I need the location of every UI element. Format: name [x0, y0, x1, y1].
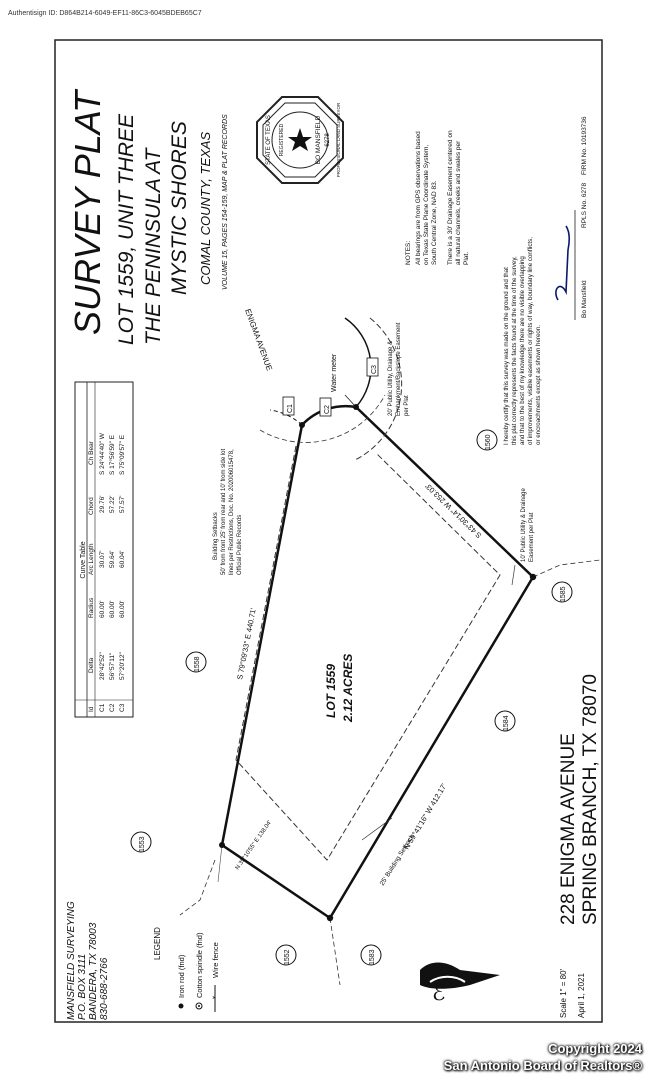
svg-text:ℰ: ℰ: [432, 980, 446, 1005]
legend: [153, 927, 220, 1012]
street-label: ENIGMA AVENUE: [243, 307, 274, 372]
table-cell: 60.00': [99, 600, 106, 618]
curve-header-chord: Chord: [88, 497, 95, 515]
table-cell: C1: [99, 703, 106, 712]
copyright-line-2: San Antonio Board of Realtors®: [443, 1058, 642, 1073]
table-cell: 30.07': [99, 550, 106, 568]
bearing-left: N 35°10'55" E 138.04': [234, 819, 274, 872]
date-label: April 1, 2021: [577, 973, 586, 1018]
property-address-line-1: 228 ENIGMA AVENUE: [558, 733, 579, 925]
table-cell: 57°20'12": [119, 652, 126, 680]
curve-table-title: Curve Table: [80, 541, 87, 579]
table-cell: S 17°56'59" E: [109, 434, 116, 475]
table-cell: C3: [119, 703, 126, 712]
curve-header-delta: Delta: [88, 657, 95, 673]
firm-number: FIRM No. 10193736: [581, 116, 588, 175]
legend-item-iron-rod: Iron rod (fnd): [177, 954, 186, 998]
utility-note-line: Easement per Plat: [529, 512, 535, 562]
table-cell: C2: [109, 703, 116, 712]
authentisign-id: Authentisign ID: D864B214-6049-EF11-86C3-6045BDEB65C7: [8, 10, 202, 17]
legend-item-fence: Wire fence: [211, 942, 220, 978]
curve-tag-c3: C3: [371, 365, 378, 374]
notes-line-4: There is a 30' Drainage Easement centered on: [447, 130, 454, 265]
legend-item-spindle: Cotton spindle (fnd): [195, 932, 204, 998]
lot-number: 1583: [369, 949, 376, 965]
bearing-bottom: N 59°41'16" W 412.17': [401, 781, 449, 852]
iron-rod-icon: [179, 1004, 184, 1009]
svg-text:×: ×: [212, 995, 217, 1002]
utility-note-line: Embankment/Backslope Easement: [396, 322, 402, 416]
company-phone: 830-688-2766: [99, 957, 110, 1020]
plat-subtitle-3: MYSTIC SHORES: [168, 121, 191, 295]
signature: [556, 226, 569, 300]
lot-acres: 2.12 ACRES: [341, 653, 355, 722]
company-city: BANDERA, TX 78003: [88, 922, 99, 1020]
signer-name: Bo Mansfield: [581, 280, 588, 318]
company-box: P.O. BOX 3111: [77, 953, 88, 1020]
table-cell: 29.76': [99, 495, 106, 513]
curve-header-arc: Arc Length: [88, 543, 95, 575]
utility-note-line: per Plat: [404, 395, 410, 416]
curve-header-bearing: Ch Bear: [88, 441, 95, 465]
copyright-line-1: Copyright 2024: [548, 1041, 642, 1056]
table-cell: 60.00': [109, 600, 116, 618]
property-address-line-2: SPRING BRANCH, TX 78070: [580, 674, 601, 925]
bearing-top: S 79°09'33" E 440.71': [235, 607, 258, 681]
notes-line-6: Plat.: [463, 251, 470, 265]
table-cell: 28°42'52": [99, 652, 106, 680]
cert-line-3: and that to the best of my knowledge there are no visible overlapping: [519, 256, 526, 445]
table-cell: 60.00': [119, 600, 126, 618]
volume-reference: VOLUME 15, PAGES 154-159, MAP & PLAT RECORDS: [222, 114, 229, 290]
lot-number: 1552: [284, 949, 291, 965]
seal-star-icon: [288, 128, 312, 151]
building-setback-label: 25' Building Setback: [378, 833, 416, 888]
bearing-right: S 43°30'14" W 253.03': [423, 481, 484, 541]
north-arrow-icon: [420, 963, 500, 1006]
notes-line-2: on Texas State Plane Coordinate System,: [423, 144, 430, 265]
curve-header-id: Id: [88, 706, 95, 712]
rpls-number: RPLS No. 6278: [581, 182, 588, 228]
lot-number: 1585: [560, 586, 567, 602]
certification-block: [503, 116, 588, 445]
curve-tag-c2: C2: [324, 405, 331, 414]
lot-label: LOT 1559: [324, 663, 338, 718]
utility-note-top: [388, 322, 410, 416]
curve-tag-c1: C1: [287, 404, 294, 413]
company-name: MANSFIELD SURVEYING: [66, 901, 77, 1020]
seal-registered: REGISTERED: [279, 123, 285, 157]
table-cell: S 75°09'57" E: [119, 434, 126, 475]
curve-table: [75, 382, 133, 717]
notes-block: [405, 130, 470, 265]
lot-number: 1560: [485, 434, 492, 450]
plat-subtitle-1: LOT 1559, UNIT THREE: [115, 113, 138, 345]
table-cell: S 24°44'40" W: [99, 433, 106, 475]
utility-note-line: 20' Public Utility, Drainage &: [388, 340, 394, 416]
legend-title: LEGEND: [153, 927, 162, 960]
utility-note-line: 10' Public Utility & Drainage: [521, 488, 527, 562]
notes-line-5: all natural channels, creeks and swales per: [455, 140, 462, 265]
utility-note-right: [512, 487, 535, 585]
plat-subtitle-2: THE PENINSULA AT: [142, 148, 165, 345]
setbacks-note: [213, 449, 243, 575]
seal-name: BO MANSFIELD: [315, 115, 322, 165]
copyright-watermark: [444, 1040, 642, 1074]
lot-number: 1558: [194, 656, 201, 672]
plat-title: SURVEY PLAT: [67, 90, 108, 335]
seal-number: 6278: [325, 133, 331, 147]
table-cell: 59.64': [109, 550, 116, 568]
table-cell: 57.22': [109, 495, 116, 513]
setbacks-note-line: Official Public Records: [237, 514, 243, 575]
title-block: [67, 88, 108, 335]
seal-bottom: PROFESSIONAL LAND SURVEYOR: [336, 102, 341, 178]
notes-line-1: All bearings are from GPS observations based: [415, 131, 422, 265]
notes-heading: NOTES:: [405, 240, 412, 265]
cert-line-2: this plat correctly represents the facts found at the time of the survey,: [511, 256, 518, 445]
scale-label: Scale 1" = 80': [559, 968, 568, 1018]
cert-line-5: or encroachments except as shown hereon.: [535, 324, 542, 445]
seal-top: STATE OF TEXAS: [266, 115, 272, 165]
county: COMAL COUNTY, TEXAS: [198, 131, 213, 285]
setbacks-note-line: Building Setbacks: [213, 512, 219, 560]
cert-line-1: I hereby certify that this survey was made on the ground and that: [503, 267, 510, 445]
lot-number: 1553: [139, 836, 146, 852]
water-meter-label: Water meter: [331, 353, 338, 392]
table-cell: 57.57': [119, 495, 126, 513]
curve-header-radius: Radius: [88, 597, 95, 618]
table-cell: 56°57'11": [109, 652, 116, 680]
lot-number: 1584: [503, 715, 510, 731]
setbacks-note-line: lines per Restrictions, Doc. No. 202006015478,: [229, 449, 235, 575]
surveyor-seal: [257, 97, 343, 183]
cert-line-4: of improvements, visible easements or rights of way, boundary line conflicts,: [527, 237, 534, 445]
setbacks-note-line: 50' from front 25' from rear and 10' from side lot: [221, 448, 227, 575]
notes-line-3: South Central Zone, NAD 83.: [431, 180, 438, 265]
table-cell: 60.04': [119, 550, 126, 568]
